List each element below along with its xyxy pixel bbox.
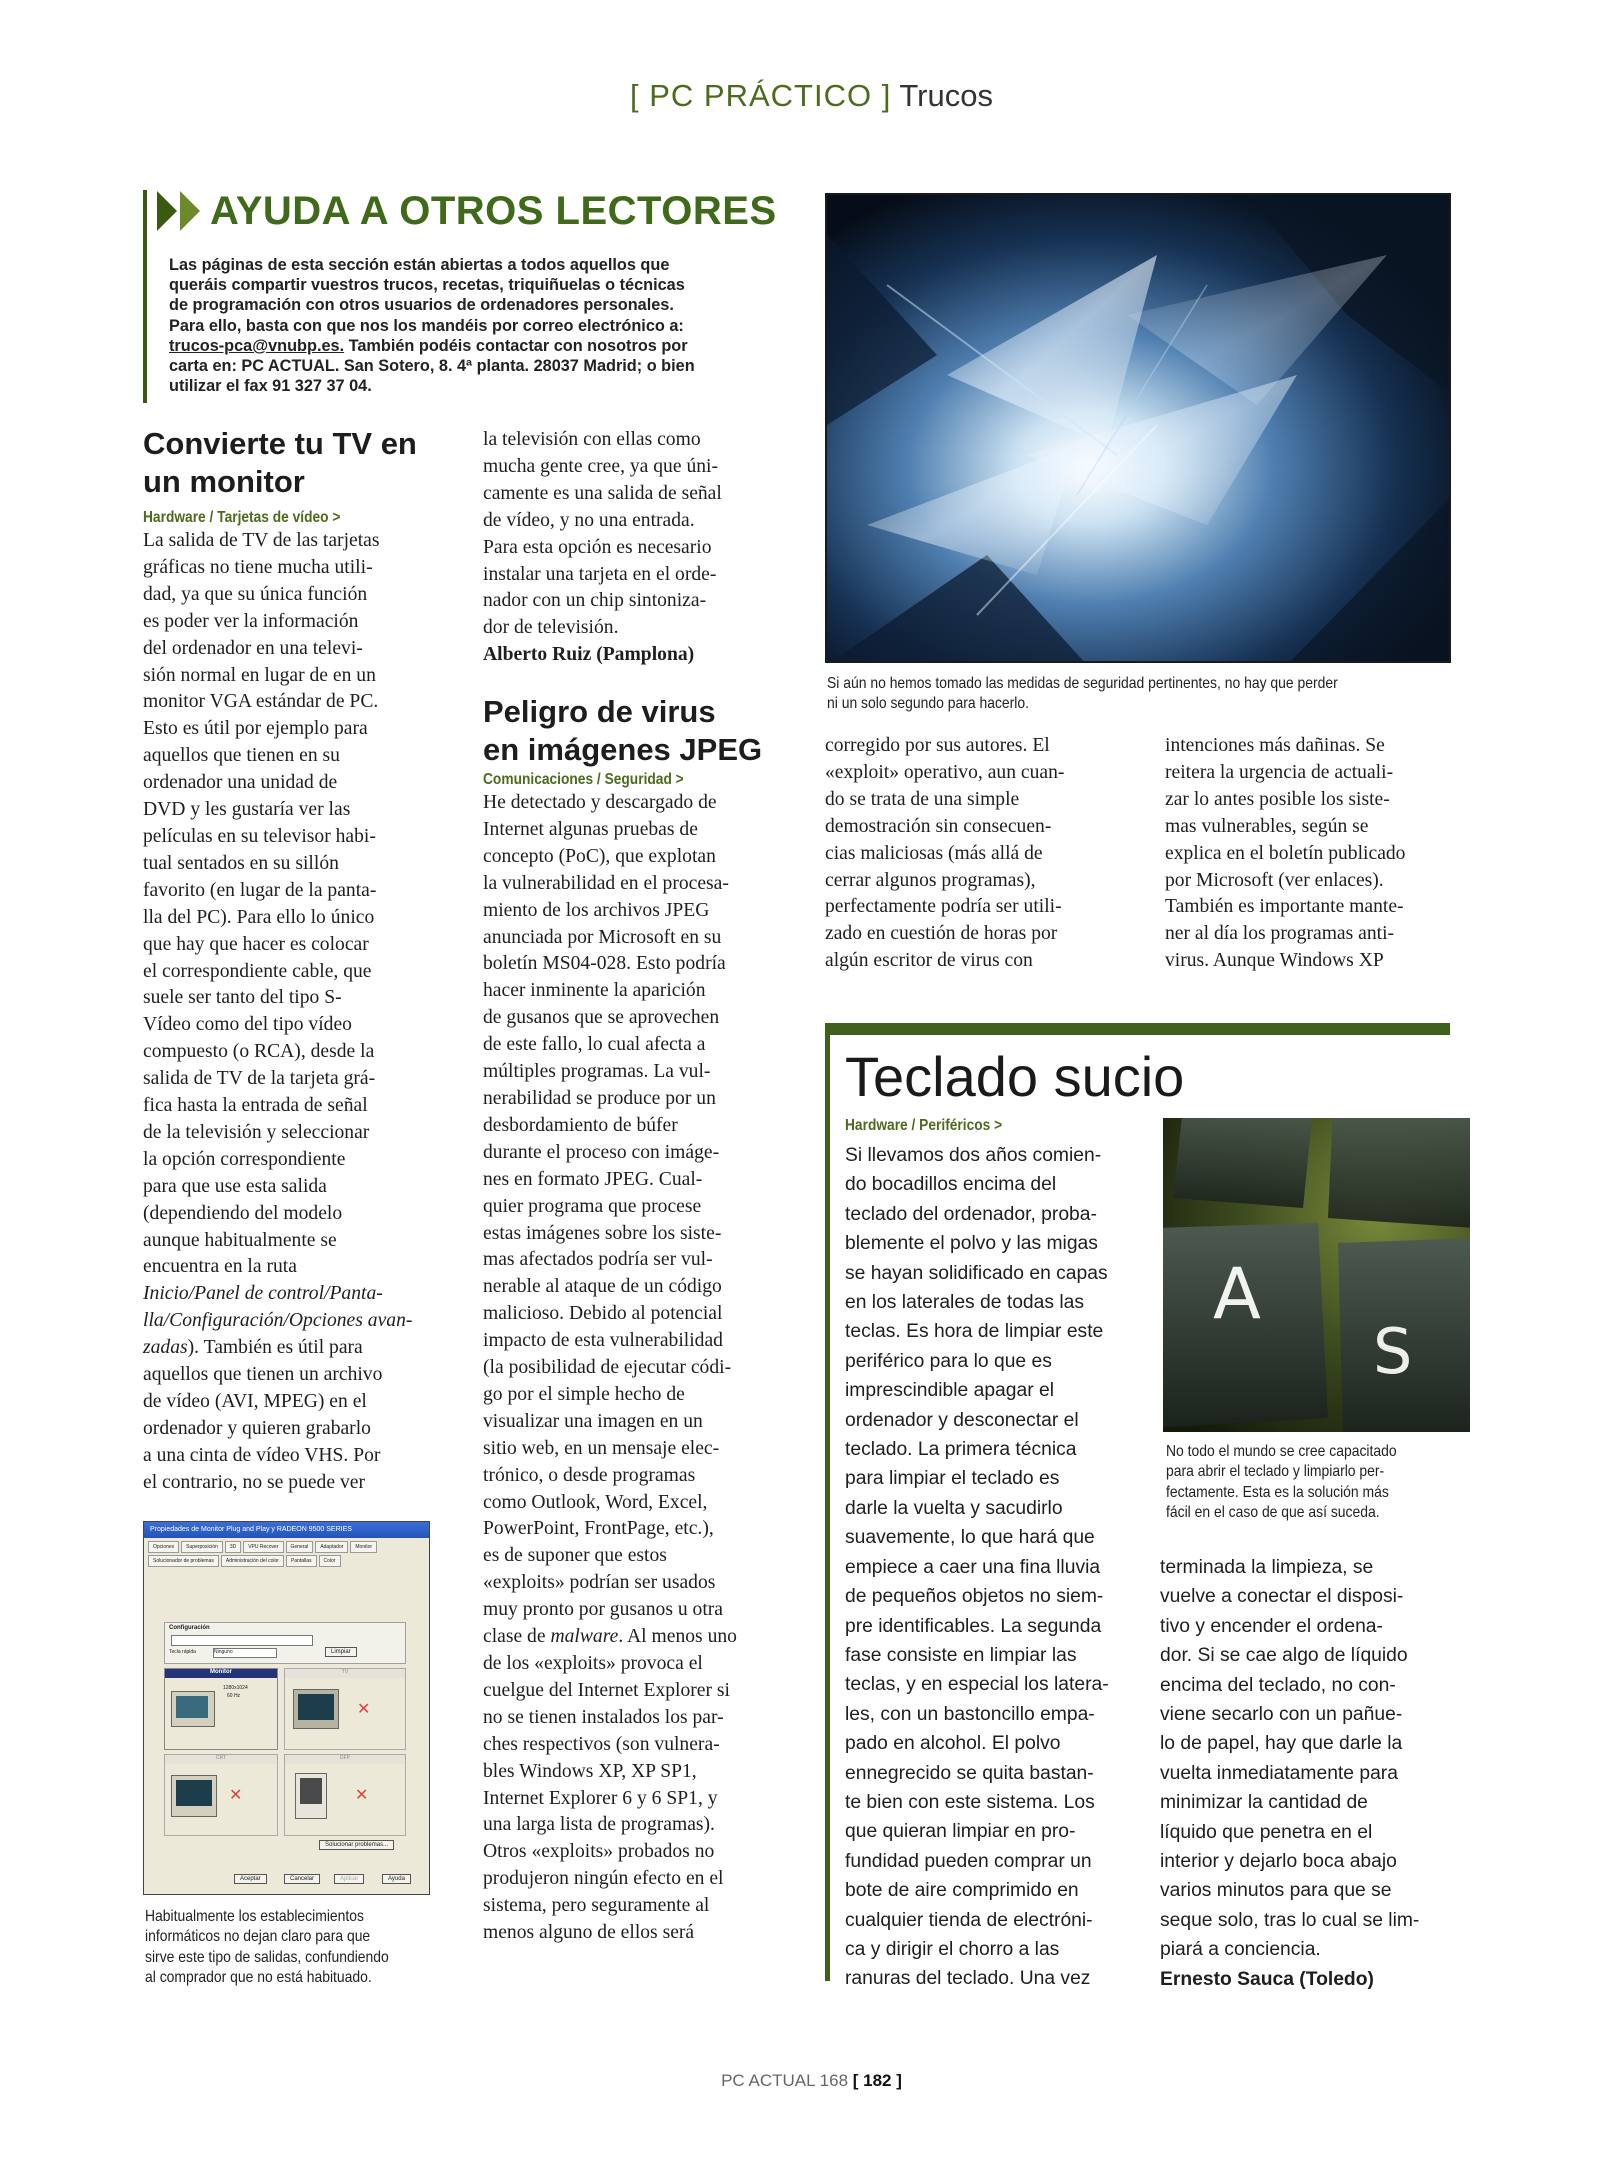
crt-label: CRT <box>165 1755 277 1764</box>
text-line: minimizar la cantidad de <box>1160 1792 1368 1814</box>
text-line: corregido por sus autores. El <box>825 735 1050 756</box>
text-line: instalar una tarjeta en el orde- <box>483 563 717 585</box>
text-line: teclas, y en especial los latera- <box>845 1674 1109 1696</box>
text-line: ordenador una unidad de <box>143 772 338 794</box>
text-run: produjeron ningún efecto en el <box>483 1868 724 1890</box>
text-line: durante el proceso con imáge- <box>483 1141 720 1163</box>
cancel-button[interactable]: Cancelar <box>284 1874 320 1884</box>
section-title: AYUDA A OTROS LECTORES <box>210 188 777 233</box>
intro-line: de programación con otros usuarios de ordenadores personales. <box>169 296 674 315</box>
text-line: monitor VGA estándar de PC. <box>143 691 379 713</box>
dialog-tabs <box>144 1538 429 1567</box>
text-line: lla del PC). Para ello lo único <box>143 906 375 928</box>
monitor-icon <box>171 1691 215 1727</box>
text-line <box>483 1759 783 1786</box>
hotkey-label: Tecla rápida <box>169 1649 196 1655</box>
text-line <box>483 1812 783 1839</box>
text-line: perfectamente podría ser utili- <box>825 896 1062 918</box>
text-line: He detectado y descargado de <box>483 792 717 813</box>
text-line: por Microsoft (ver enlaces). <box>1165 869 1384 891</box>
dialog-tab[interactable]: Administración del color <box>221 1555 284 1567</box>
abstract-virus-photo <box>825 193 1451 663</box>
text-line: vuelve a conectar el disposi- <box>1160 1586 1404 1608</box>
title-line: Peligro de virus <box>483 694 716 729</box>
monitor-res: 1280x1024 <box>223 1685 248 1691</box>
caption-line: fácil en el caso de que así suceda. <box>1166 1504 1380 1522</box>
text-line: interior y dejarlo boca abajo <box>1160 1851 1397 1873</box>
text-line: cerrar algunos programas), <box>825 869 1036 891</box>
text-line: mas vulnerables, según se <box>1165 815 1369 837</box>
text-line <box>483 1651 783 1678</box>
text-run: ). También es útil para <box>187 1337 363 1359</box>
article-category: Comunicaciones / Seguridad > <box>483 771 684 788</box>
text-line: lo de papel, hay que darle la <box>1160 1733 1403 1755</box>
disabled-x-icon: ✕ <box>229 1787 243 1804</box>
text-line: zar lo antes posible los siste- <box>1165 788 1390 810</box>
text-line: pado en alcohol. El polvo <box>845 1733 1061 1755</box>
text-line: ner al día los programas anti- <box>1165 923 1395 945</box>
text-line <box>483 1678 783 1705</box>
text-line: suavemente, lo que hará que <box>845 1527 1095 1549</box>
key-a-label: A <box>1213 1253 1261 1335</box>
key-s-label: S <box>1373 1315 1413 1388</box>
text-run: cuelgue del Internet Explorer si <box>483 1679 730 1701</box>
dfp-label: DFP <box>285 1755 405 1764</box>
intro-line-rest: También podéis contactar con nosotros por <box>344 336 688 355</box>
article-category: Hardware / Tarjetas de vídeo > <box>143 509 341 526</box>
text-run: sistema, pero seguramente al <box>483 1895 710 1917</box>
dialog-tab[interactable]: Opciones <box>148 1541 179 1553</box>
config-select[interactable] <box>171 1635 313 1646</box>
text-line: fase consiste en limpiar las <box>845 1644 1077 1666</box>
text-line <box>143 1362 443 1389</box>
page-number: [ 182 ] <box>852 2071 902 2090</box>
text-run: Internet Explorer 6 y 6 SP1, y <box>483 1787 718 1809</box>
article-title <box>143 425 443 501</box>
text-line: suele ser tanto del tipo S- <box>143 987 342 1009</box>
dfp-icon <box>295 1773 327 1819</box>
intro-line <box>169 336 784 356</box>
clear-button[interactable]: Limpiar <box>325 1647 357 1657</box>
troubleshoot-button[interactable]: Solucionar problemas... <box>319 1840 394 1850</box>
text-line: líquido que penetra en el <box>1160 1821 1373 1843</box>
text-run: de los «exploits» provoca el <box>483 1653 703 1674</box>
text-line <box>483 1624 783 1651</box>
email-link[interactable]: trucos-pca@vnubp.es. <box>169 336 345 355</box>
abstract-ice-image <box>827 195 1451 663</box>
dialog-tab[interactable]: Color <box>319 1555 341 1567</box>
text-line: de este fallo, lo cual afecta a <box>483 1034 706 1056</box>
text-line: imprescindible apagar el <box>845 1380 1054 1402</box>
text-line: do se trata de una simple <box>825 788 1020 810</box>
disabled-x-icon: ✕ <box>357 1701 371 1718</box>
text-line: nes en formato JPEG. Cual- <box>483 1168 703 1190</box>
article-virus <box>483 693 783 1947</box>
text-line: dad, ya que su única función <box>143 583 368 605</box>
caption-line: ni un solo segundo para hacerlo. <box>827 695 1029 713</box>
running-header <box>0 78 1623 114</box>
teclado-side-bar <box>825 1023 830 1981</box>
text-line: te bien con este sistema. Los <box>845 1791 1095 1813</box>
dialog-tab[interactable]: VPU Recover <box>243 1541 283 1553</box>
text-line: que quieran limpiar en pro- <box>845 1821 1076 1843</box>
caption-line: Habitualmente los establecimientos <box>145 1908 364 1925</box>
dfp-panel[interactable] <box>284 1754 406 1836</box>
text-line: impacto de esta vulnerabilidad <box>483 1330 723 1352</box>
text-line: boletín MS04-028. Esto podría <box>483 953 726 975</box>
text-line: Vídeo como del tipo vídeo <box>143 1014 352 1036</box>
article-body <box>483 790 783 1947</box>
title-line: en imágenes JPEG <box>483 732 763 767</box>
text-line: encima del teclado, no con- <box>1160 1674 1396 1696</box>
intro-line: Para ello, basta con que nos los mandéis por correo electrónico a: <box>169 316 684 335</box>
text-line: en los laterales de todas las <box>845 1292 1085 1314</box>
text-line <box>483 1705 783 1732</box>
section-intro <box>169 255 784 396</box>
text-line <box>483 1893 783 1920</box>
text-line: Si llevamos dos años comien- <box>845 1145 1102 1166</box>
text-line: que hay que hacer es colocar <box>143 933 369 955</box>
article-title <box>483 693 783 769</box>
text-line: demostración sin consecuen- <box>825 815 1052 837</box>
article-tv-continued <box>483 427 783 669</box>
text-line: teclado del ordenador, proba- <box>845 1203 1097 1225</box>
text-line: sión normal en lugar de en un <box>143 664 376 686</box>
tv-icon <box>293 1689 339 1729</box>
text-run: no se tienen instalados los par- <box>483 1706 724 1728</box>
text-line: fica hasta la entrada de señal <box>143 1095 368 1117</box>
intro-line: utilizar el fax 91 327 37 04. <box>169 377 372 396</box>
text-line: teclas. Es hora de limpiar este <box>845 1321 1104 1343</box>
config-group <box>164 1622 406 1664</box>
path-text: lla/Configuración/Opciones avan- <box>143 1310 413 1332</box>
caption-line: para abrir el teclado y limpiarlo per- <box>1166 1463 1385 1481</box>
text-line: compuesto (o RCA), desde la <box>143 1041 375 1063</box>
article-title: Teclado sucio <box>845 1045 1185 1108</box>
text-line: de gusanos que se aprovechen <box>483 1007 720 1029</box>
text-run: Otros «exploits» probados no <box>483 1841 715 1863</box>
subsection-label: Trucos <box>899 78 993 113</box>
author-name: Ernesto Sauca (Toledo) <box>1160 1968 1374 1990</box>
text-line: quier programa que procese <box>483 1195 702 1217</box>
text-line: «exploits» podrían ser usados <box>483 1572 716 1594</box>
tv-panel[interactable] <box>284 1668 406 1750</box>
apply-button[interactable]: Aplicar <box>334 1874 364 1884</box>
text-line: terminada la limpieza, se <box>1160 1557 1374 1578</box>
text-line: Esto es útil por ejemplo para <box>143 718 368 740</box>
text-line: la televisión con ellas como <box>483 429 701 450</box>
text-line: muy pronto por gusanos u otra <box>483 1599 723 1621</box>
text-run: clase de <box>483 1626 551 1648</box>
text-line: concepto (PoC), que explotan <box>483 845 716 867</box>
monitor-hz: 60 Hz <box>227 1693 241 1699</box>
text-line: explica en el boletín publicado <box>1165 842 1406 864</box>
title-line: Convierte tu TV en <box>143 426 417 461</box>
text-line: encuentra en la ruta <box>143 1256 297 1278</box>
text-line <box>483 642 783 669</box>
text-line: camente es una salida de señal <box>483 482 722 504</box>
text-line: salida de TV de la tarjeta grá- <box>143 1068 376 1090</box>
text-line <box>143 1308 443 1335</box>
text-line: es poder ver la información <box>143 610 359 632</box>
virus-photo-caption <box>827 674 1436 715</box>
help-button[interactable]: Ayuda <box>382 1874 411 1884</box>
text-line: múltiples programas. La vul- <box>483 1061 711 1083</box>
text-line: películas en su televisor habi- <box>143 825 376 847</box>
text-line <box>483 1920 783 1947</box>
text-line: piará a conciencia. <box>1160 1939 1321 1961</box>
text-line: del ordenador en una televi- <box>143 637 363 659</box>
text-line: miento de los archivos JPEG <box>483 899 710 921</box>
section-label: [ PC PRÁCTICO ] <box>630 78 892 113</box>
article-virus-col4 <box>1165 733 1465 975</box>
text-line: aunque habitualmente se <box>143 1229 337 1251</box>
caption-line: No todo el mundo se cree capacitado <box>1166 1443 1397 1460</box>
text-line: fundidad pueden comprar un <box>845 1850 1092 1872</box>
text-run: ches respectivos (son vulnera- <box>483 1733 720 1755</box>
text-line: visualizar una imagen en un <box>483 1410 703 1432</box>
keyboard-photo-caption <box>1166 1442 1453 1524</box>
malware-term: malware <box>550 1626 619 1648</box>
dialog-tab[interactable]: Adaptador <box>315 1541 348 1553</box>
text-line: varios minutos para que se <box>1160 1880 1392 1902</box>
article-category: Hardware / Periféricos > <box>845 1117 1003 1134</box>
chevron-icon <box>157 191 177 231</box>
text-line: empiece a caer una fina lluvia <box>845 1556 1101 1578</box>
text-run: bles Windows XP, XP SP1, <box>483 1760 697 1782</box>
text-line: virus. Aunque Windows XP <box>1165 950 1384 972</box>
article-virus-col3 <box>825 733 1125 975</box>
text-line: Internet algunas pruebas de <box>483 818 698 840</box>
page-footer <box>0 2071 1623 2091</box>
text-run: a una cinta de vídeo VHS. Por <box>143 1444 381 1466</box>
text-run: de vídeo (AVI, MPEG) en el <box>143 1391 367 1412</box>
text-line <box>483 1732 783 1759</box>
text-line: tual sentados en su sillón <box>143 852 339 874</box>
text-line <box>143 1389 443 1416</box>
text-line: de pequeños objetos no siem- <box>845 1586 1104 1608</box>
text-line <box>143 1281 443 1308</box>
text-line: periférico para lo que es <box>845 1350 1052 1372</box>
text-line: go por el simple hecho de <box>483 1383 685 1405</box>
text-run: el contrario, no se puede ver <box>143 1471 365 1493</box>
text-line <box>143 1335 443 1362</box>
text-line: mucha gente cree, ya que úni- <box>483 455 719 477</box>
caption-line: al comprador que no está habituado. <box>145 1969 372 1987</box>
text-line: ca y dirigir el chorro a las <box>845 1938 1060 1960</box>
monitor-label: Monitor <box>165 1669 277 1678</box>
text-run: ordenador y quieren grabarlo <box>143 1417 371 1439</box>
article-body-continued <box>1160 1553 1470 1994</box>
intro-line: carta en: PC ACTUAL. San Sotero, 8. 4ª planta. 28037 Madrid; o bien <box>169 357 695 376</box>
text-run: . Al menos uno <box>618 1626 737 1648</box>
text-line <box>1160 1965 1470 1994</box>
dialog-tab[interactable]: Pantallas <box>286 1555 317 1567</box>
monitor-panel[interactable] <box>164 1668 278 1750</box>
text-line: nerable al ataque de un código <box>483 1276 722 1298</box>
text-line: seque solo, tras lo cual se lim- <box>1160 1909 1420 1931</box>
text-line: vuelta inmediatamente para <box>1160 1762 1398 1784</box>
disabled-x-icon: ✕ <box>355 1787 369 1804</box>
text-line: blemente el polvo y las migas <box>845 1233 1098 1255</box>
dialog-tab[interactable]: Solucionador de problemas <box>148 1555 219 1567</box>
dialog-tab[interactable]: Monitor <box>350 1541 377 1553</box>
text-line: tivo y encender el ordena- <box>1160 1615 1383 1637</box>
text-run: menos alguno de ellos será <box>483 1922 695 1944</box>
text-line <box>483 1866 783 1893</box>
text-line: sitio web, en un mensaje elec- <box>483 1437 720 1459</box>
caption-line: Si aún no hemos tomado las medidas de seguridad pertinentes, no hay que perder <box>827 675 1338 692</box>
text-line: para que use esta salida <box>143 1175 327 1197</box>
text-line: nerabilidad se produce por un <box>483 1087 716 1109</box>
intro-line: Las páginas de esta sección están abiertas a todos aquellos que <box>169 256 670 274</box>
text-line: darle la vuelta y sacudirlo <box>845 1497 1063 1519</box>
text-line: pre identificables. La segunda <box>845 1615 1102 1637</box>
text-line: ennegrecido se quita bastan- <box>845 1762 1094 1784</box>
hotkey-field[interactable]: Ninguno <box>213 1648 277 1658</box>
section-title-block <box>157 183 777 239</box>
text-line: bote de aire comprimido en <box>845 1880 1079 1902</box>
caption-line: fectamente. Esta es la solución más <box>1166 1483 1389 1501</box>
text-line: intenciones más dañinas. Se <box>1165 735 1385 756</box>
text-line: gráficas no tiene mucha utili- <box>143 556 373 578</box>
text-line: aquellos que tienen en su <box>143 745 340 767</box>
text-run: aquellos que tienen un archivo <box>143 1364 383 1386</box>
text-line: algún escritor de virus con <box>825 950 1033 972</box>
text-line <box>483 1839 783 1866</box>
text-line: de vídeo, y no una entrada. <box>483 509 695 531</box>
text-line: como Outlook, Word, Excel, <box>483 1491 708 1513</box>
text-line: trónico, o desde programas <box>483 1464 696 1486</box>
crt-panel[interactable] <box>164 1754 278 1836</box>
text-line: anunciada por Microsoft en su <box>483 926 722 948</box>
text-line: la opción correspondiente <box>143 1148 346 1170</box>
text-line: cias maliciosas (más allá de <box>825 842 1043 864</box>
text-line: cualquier tienda de electróni- <box>845 1909 1093 1931</box>
screenshot-caption <box>145 1907 423 1989</box>
text-line: malicioso. Debido al potencial <box>483 1303 723 1325</box>
text-line: (dependiendo del modelo <box>143 1202 343 1224</box>
text-line: se hayan solidificado en capas <box>845 1262 1108 1284</box>
text-line: el correspondiente cable, que <box>143 960 372 982</box>
text-line: (la posibilidad de ejecutar códi- <box>483 1357 732 1379</box>
text-line: do bocadillos encima del <box>845 1174 1057 1196</box>
text-line: para limpiar el teclado es <box>845 1468 1060 1490</box>
text-line: desbordamiento de búfer <box>483 1114 678 1136</box>
text-run: una larga lista de programas). <box>483 1814 715 1836</box>
ok-button[interactable]: Aceptar <box>234 1874 267 1884</box>
article-body <box>143 528 443 1497</box>
chevron-icon <box>180 191 200 231</box>
caption-line: informáticos no dejan claro para que <box>145 1928 371 1946</box>
text-line: teclado. La primera técnica <box>845 1439 1077 1461</box>
text-line: la vulnerabilidad en el procesa- <box>483 872 729 894</box>
text-line: PowerPoint, FrontPage, etc.), <box>483 1518 714 1540</box>
config-group-label: Configuración <box>169 1625 210 1631</box>
text-line: «exploit» operativo, aun cuan- <box>825 761 1065 783</box>
text-line: reitera la urgencia de actuali- <box>1165 761 1394 783</box>
text-line: viene secarlo con un pañue- <box>1160 1704 1403 1726</box>
dialog-title: Propiedades de Monitor Plug and Play y RADEON 9500 SERIES <box>144 1522 429 1538</box>
text-line <box>143 1416 443 1443</box>
text-line: También es importante mante- <box>1165 896 1404 918</box>
text-line: dor de televisión. <box>483 617 619 639</box>
text-line: Para esta opción es necesario <box>483 536 712 558</box>
tv-label: TV <box>285 1669 405 1678</box>
article-tv <box>143 425 443 1497</box>
magazine-issue: PC ACTUAL 168 <box>721 2071 849 2090</box>
text-line: es de suponer que estos <box>483 1545 667 1567</box>
text-line: DVD y les gustaría ver las <box>143 799 351 821</box>
text-line: nador con un chip sintoniza- <box>483 590 707 612</box>
text-line: mas afectados podría ser vul- <box>483 1249 713 1271</box>
path-text: Inicio/Panel de control/Panta- <box>143 1283 383 1305</box>
dialog-tab[interactable]: General <box>286 1541 314 1553</box>
text-line: favorito (en lugar de la panta- <box>143 879 377 901</box>
title-line: un monitor <box>143 464 305 499</box>
author-name: Alberto Ruiz (Pamplona) <box>483 644 695 666</box>
text-line: hacer inminente la aparición <box>483 980 706 1002</box>
text-line: ranuras del teclado. Una vez <box>845 1968 1091 1990</box>
keyboard-photo <box>1163 1118 1470 1432</box>
section-side-bar <box>143 190 147 403</box>
text-line <box>143 1470 443 1497</box>
article-body <box>845 1141 1165 1994</box>
display-properties-screenshot <box>143 1521 430 1895</box>
text-line: de la televisión y seleccionar <box>143 1121 370 1143</box>
teclado-top-bar <box>825 1023 1450 1035</box>
dialog-tab[interactable]: Superposición <box>181 1541 223 1553</box>
text-line <box>483 1786 783 1813</box>
text-line: estas imágenes sobre los siste- <box>483 1222 722 1244</box>
keyboard-image <box>1163 1118 1470 1432</box>
text-line: les, con un bastoncillo empa- <box>845 1703 1095 1725</box>
text-line <box>143 1443 443 1470</box>
text-line: La salida de TV de las tarjetas <box>143 530 380 551</box>
intro-line: queráis compartir vuestros trucos, recetas, triquiñuelas o técnicas <box>169 276 685 295</box>
path-text: zadas <box>143 1337 188 1359</box>
text-line: zado en cuestión de horas por <box>825 923 1058 945</box>
text-line: dor. Si se cae algo de líquido <box>1160 1645 1408 1667</box>
crt-icon <box>171 1775 217 1817</box>
caption-line: sirve este tipo de salidas, confundiendo <box>145 1948 389 1966</box>
dialog-tab[interactable]: 3D <box>225 1541 241 1553</box>
text-line: ordenador y desconectar el <box>845 1409 1079 1431</box>
